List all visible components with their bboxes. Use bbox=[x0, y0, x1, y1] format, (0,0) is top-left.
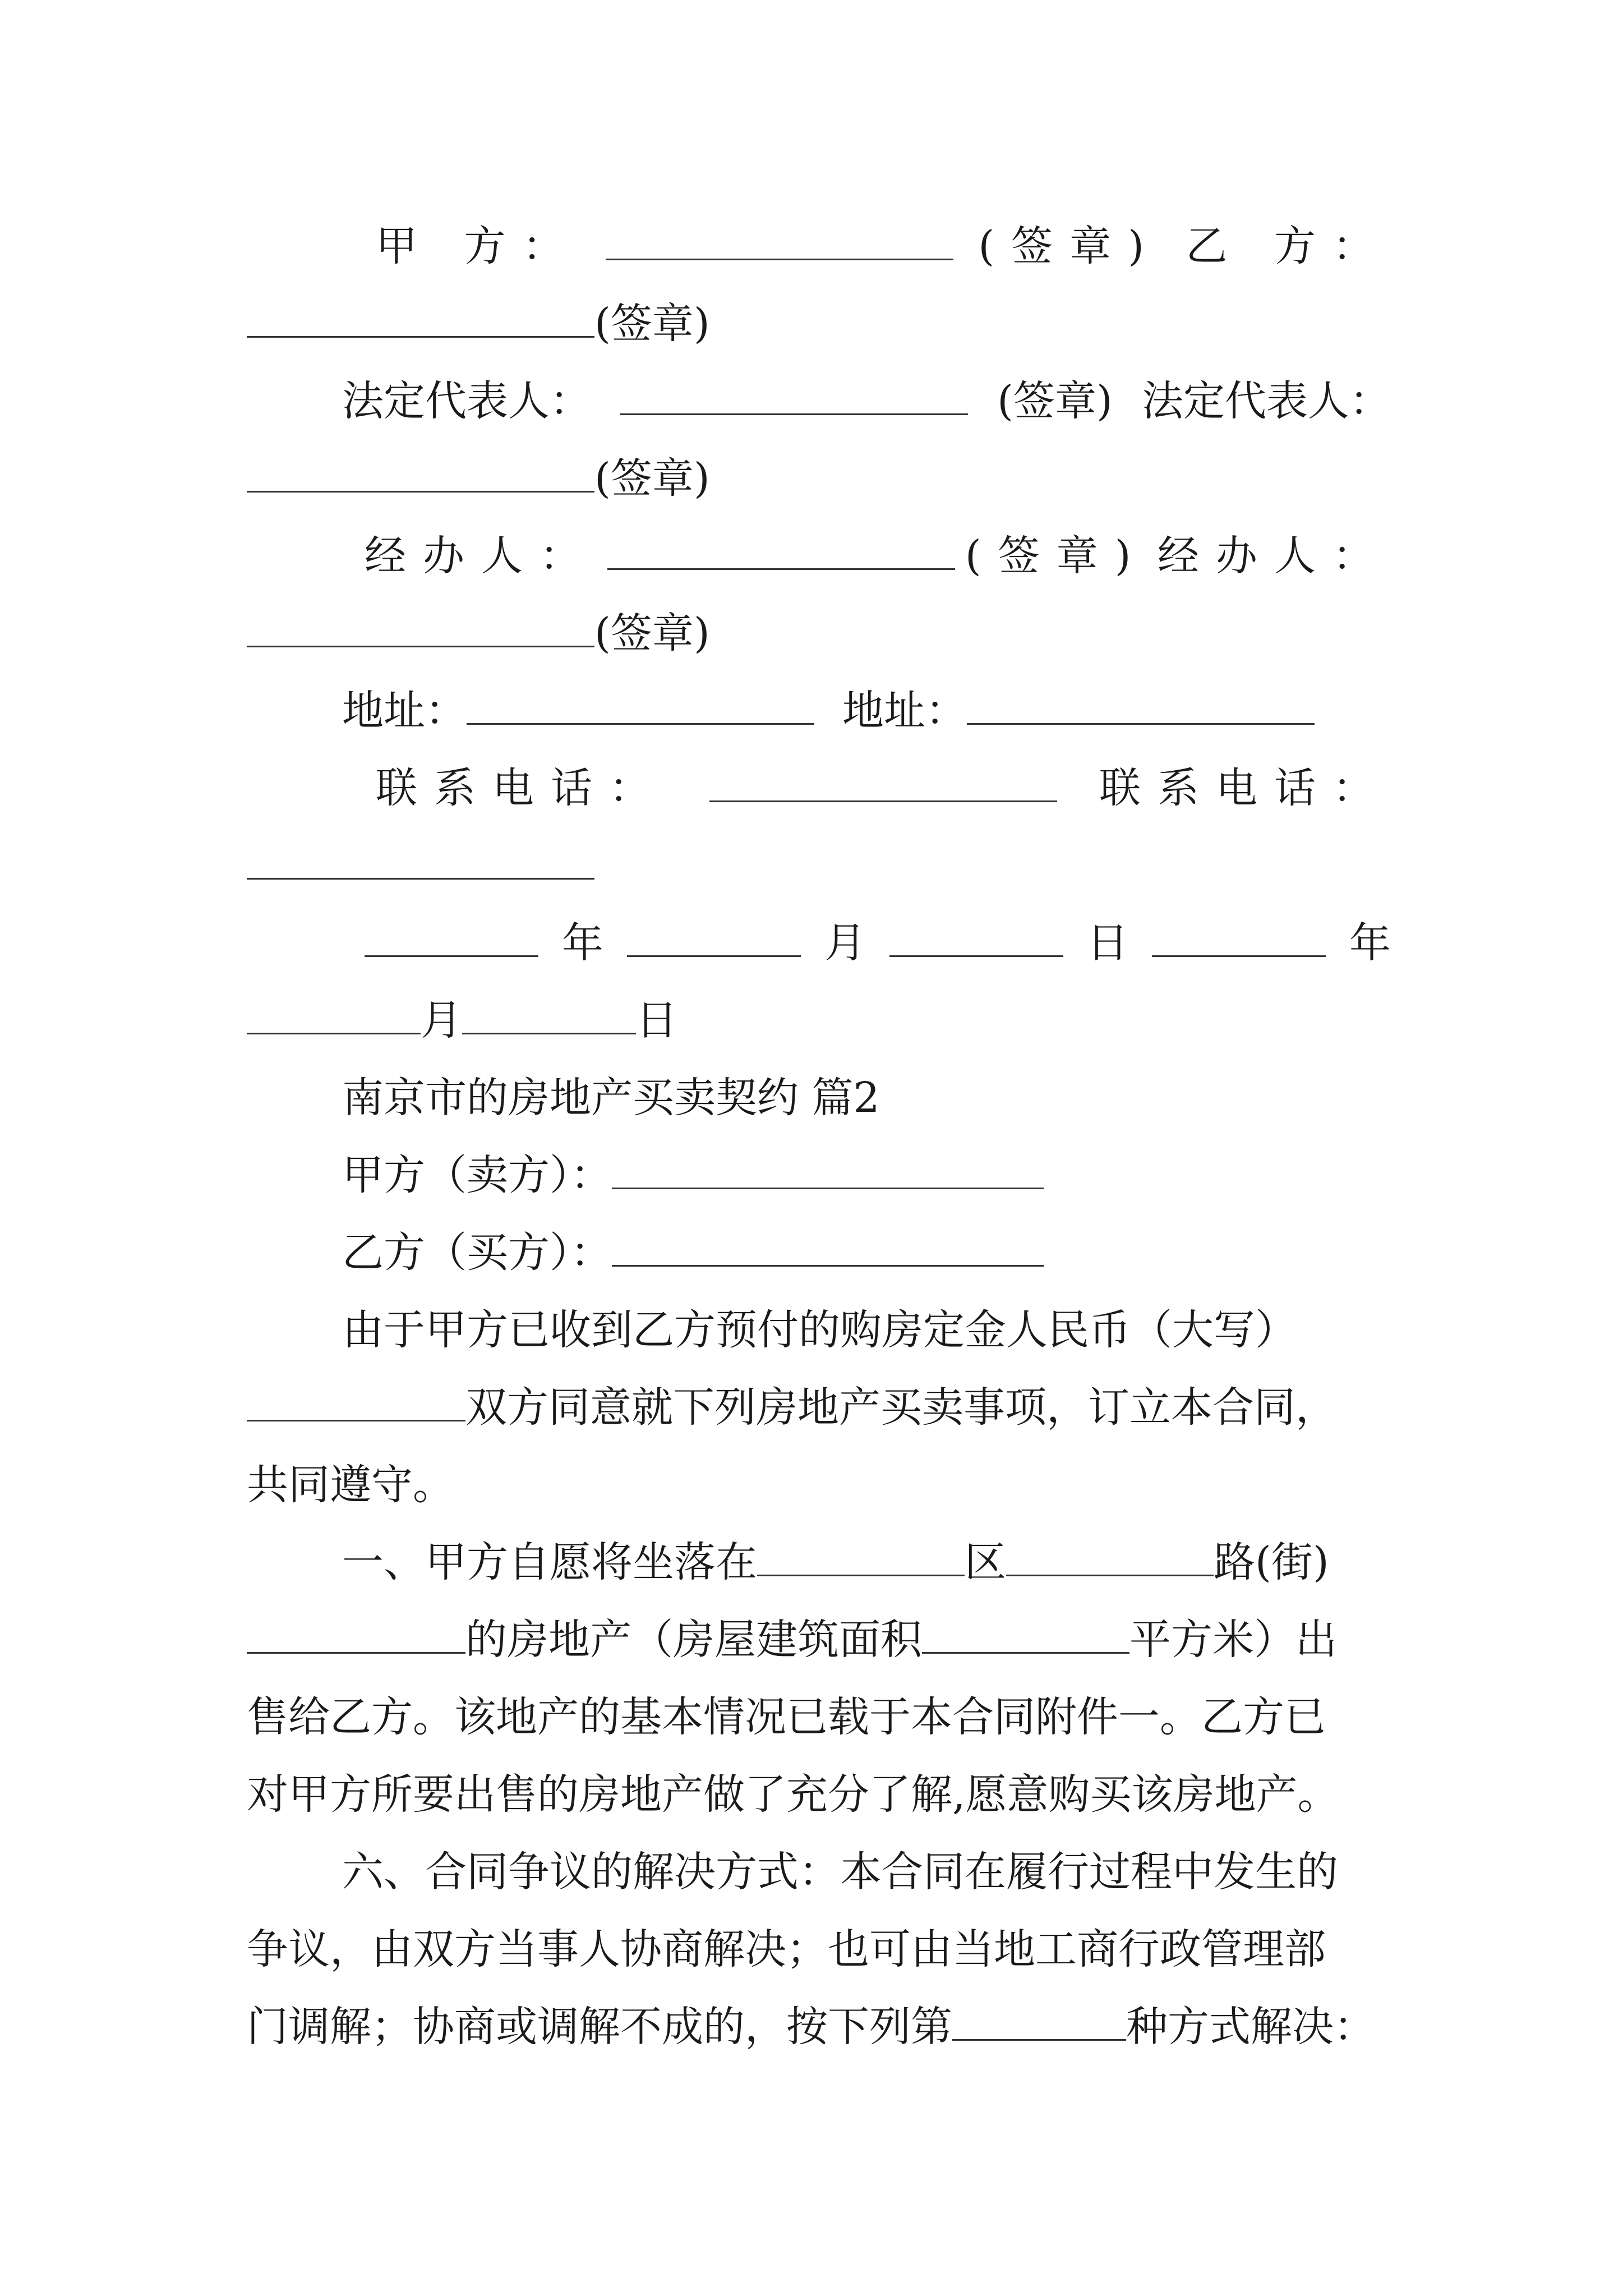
party-b-signature-blank[interactable] bbox=[247, 300, 594, 338]
day-a-label: 日 bbox=[1087, 919, 1128, 967]
month-b-blank[interactable] bbox=[247, 997, 421, 1034]
agent-b-blank[interactable] bbox=[247, 610, 594, 647]
legal-rep-b-label: 法定代表人： bbox=[1141, 377, 1391, 425]
address-a-label: 地址： bbox=[342, 687, 467, 735]
year-a-blank[interactable] bbox=[365, 919, 538, 957]
article6-line2 bbox=[247, 1911, 1391, 1988]
para1-line2 bbox=[247, 1369, 1391, 1446]
day-a-blank[interactable] bbox=[889, 919, 1063, 957]
para1-text-3: 共同遵守。 bbox=[247, 1461, 454, 1509]
para1-text-2: 双方同意就下列房地产买卖事项，订立本合同， bbox=[465, 1383, 1337, 1432]
phone-a-label: 联系电话： bbox=[376, 764, 667, 812]
article6-line3 bbox=[247, 1988, 1391, 2065]
signature-row-date bbox=[247, 904, 1391, 982]
seller-row bbox=[247, 1137, 1391, 1214]
phone-a-blank[interactable] bbox=[709, 765, 1057, 802]
address-b-label: 地址： bbox=[842, 687, 967, 735]
legal-rep-a-blank[interactable] bbox=[620, 378, 968, 415]
year-b-blank[interactable] bbox=[1152, 919, 1326, 957]
article1-line3 bbox=[247, 1678, 1391, 1756]
article1-line4 bbox=[247, 1756, 1391, 1833]
buyer-blank[interactable] bbox=[612, 1229, 1044, 1267]
article1-text-b: 的房地产（房屋建筑面积 bbox=[465, 1616, 922, 1664]
signature-row-phone-cont bbox=[247, 827, 1391, 904]
para1-line3 bbox=[247, 1446, 1391, 1524]
para1-text-1: 由于甲方已收到乙方预付的购房定金人民币（大写） bbox=[342, 1306, 1297, 1354]
signature-row-phone bbox=[247, 749, 1391, 827]
year-a-label: 年 bbox=[562, 919, 603, 967]
road-blank[interactable] bbox=[1006, 1539, 1214, 1576]
article1-district-label: 区 bbox=[965, 1538, 1006, 1586]
seller-label: 甲方（卖方）： bbox=[342, 1151, 612, 1199]
signature-row-agent-cont bbox=[247, 595, 1391, 672]
month-a-label: 月 bbox=[824, 919, 866, 967]
agent-b-label: 经办人： bbox=[1157, 532, 1391, 580]
phone-b-label: 联系电话： bbox=[1099, 764, 1391, 812]
buyer-row bbox=[247, 1214, 1391, 1291]
address-b-blank[interactable] bbox=[967, 687, 1315, 725]
signature-row-parties bbox=[247, 208, 1391, 285]
article6-text-b: 争议，由双方当事人协商解决；也可由当地工商行政管理部 bbox=[247, 1925, 1326, 1973]
para1-line1 bbox=[247, 1291, 1391, 1369]
party-b-sign-label: (签章) bbox=[594, 300, 710, 348]
method-number-blank[interactable] bbox=[952, 2003, 1126, 2041]
section-title-text: 南京市的房地产买卖契约 篇2 bbox=[342, 1074, 880, 1122]
deposit-amount-blank[interactable] bbox=[247, 1384, 465, 1421]
party-a-signature-blank[interactable] bbox=[606, 223, 953, 260]
article6-text-c1: 门调解；协商或调解不成的，按下列第 bbox=[247, 2003, 952, 2051]
legal-rep-b-sign-label: (签章) bbox=[594, 454, 710, 503]
signature-row-address bbox=[247, 672, 1391, 749]
article1-line2 bbox=[247, 1601, 1391, 1678]
property-number-blank[interactable] bbox=[247, 1616, 465, 1654]
buyer-label: 乙方（买方）： bbox=[342, 1228, 612, 1277]
day-b-label: 日 bbox=[636, 996, 677, 1045]
party-a-sign-label: (签章) bbox=[978, 222, 1161, 270]
article1-text-d: 售给乙方。该地产的基本情况已载于本合同附件一。乙方已 bbox=[247, 1693, 1326, 1741]
article6-text-a: 六、合同争议的解决方式：本合同在履行过程中发生的 bbox=[342, 1848, 1338, 1896]
signature-row-agent bbox=[247, 517, 1391, 595]
article1-road-label: 路(街) bbox=[1214, 1538, 1329, 1586]
agent-b-sign-label: (签章) bbox=[594, 609, 710, 657]
area-blank[interactable] bbox=[922, 1616, 1129, 1654]
section-title bbox=[247, 1059, 1391, 1137]
district-blank[interactable] bbox=[757, 1539, 965, 1576]
article6-text-c2: 种方式解决： bbox=[1126, 2003, 1375, 2051]
article1-line1 bbox=[247, 1524, 1391, 1601]
legal-rep-b-blank[interactable] bbox=[247, 455, 594, 493]
seller-blank[interactable] bbox=[612, 1152, 1044, 1189]
party-b-label: 乙 方： bbox=[1186, 222, 1391, 270]
month-b-label: 月 bbox=[421, 996, 462, 1045]
party-a-label: 甲 方： bbox=[376, 222, 581, 270]
agent-a-label: 经办人： bbox=[365, 532, 598, 580]
day-b-blank[interactable] bbox=[462, 997, 636, 1034]
article1-text-c: 平方米）出 bbox=[1129, 1616, 1337, 1664]
signature-row-legal-rep bbox=[247, 362, 1391, 440]
signature-row-legal-rep-cont bbox=[247, 440, 1391, 517]
year-b-label: 年 bbox=[1349, 919, 1391, 967]
legal-rep-a-label: 法定代表人： bbox=[342, 377, 591, 425]
signature-row-parties-cont bbox=[247, 285, 1391, 362]
article6-line1 bbox=[247, 1833, 1391, 1911]
article1-text-e: 对甲方所要出售的房地产做了充分了解,愿意购买该房地产。 bbox=[247, 1770, 1339, 1819]
phone-b-blank[interactable] bbox=[247, 842, 594, 880]
article1-text-a: 一、甲方自愿将坐落在 bbox=[342, 1538, 757, 1586]
address-a-blank[interactable] bbox=[467, 687, 814, 725]
month-a-blank[interactable] bbox=[627, 919, 801, 957]
agent-a-sign-label: (签章) bbox=[965, 532, 1148, 580]
legal-rep-a-sign-label: (签章) bbox=[997, 377, 1113, 425]
signature-row-date-cont bbox=[247, 982, 1391, 1059]
agent-a-blank[interactable] bbox=[607, 532, 955, 570]
